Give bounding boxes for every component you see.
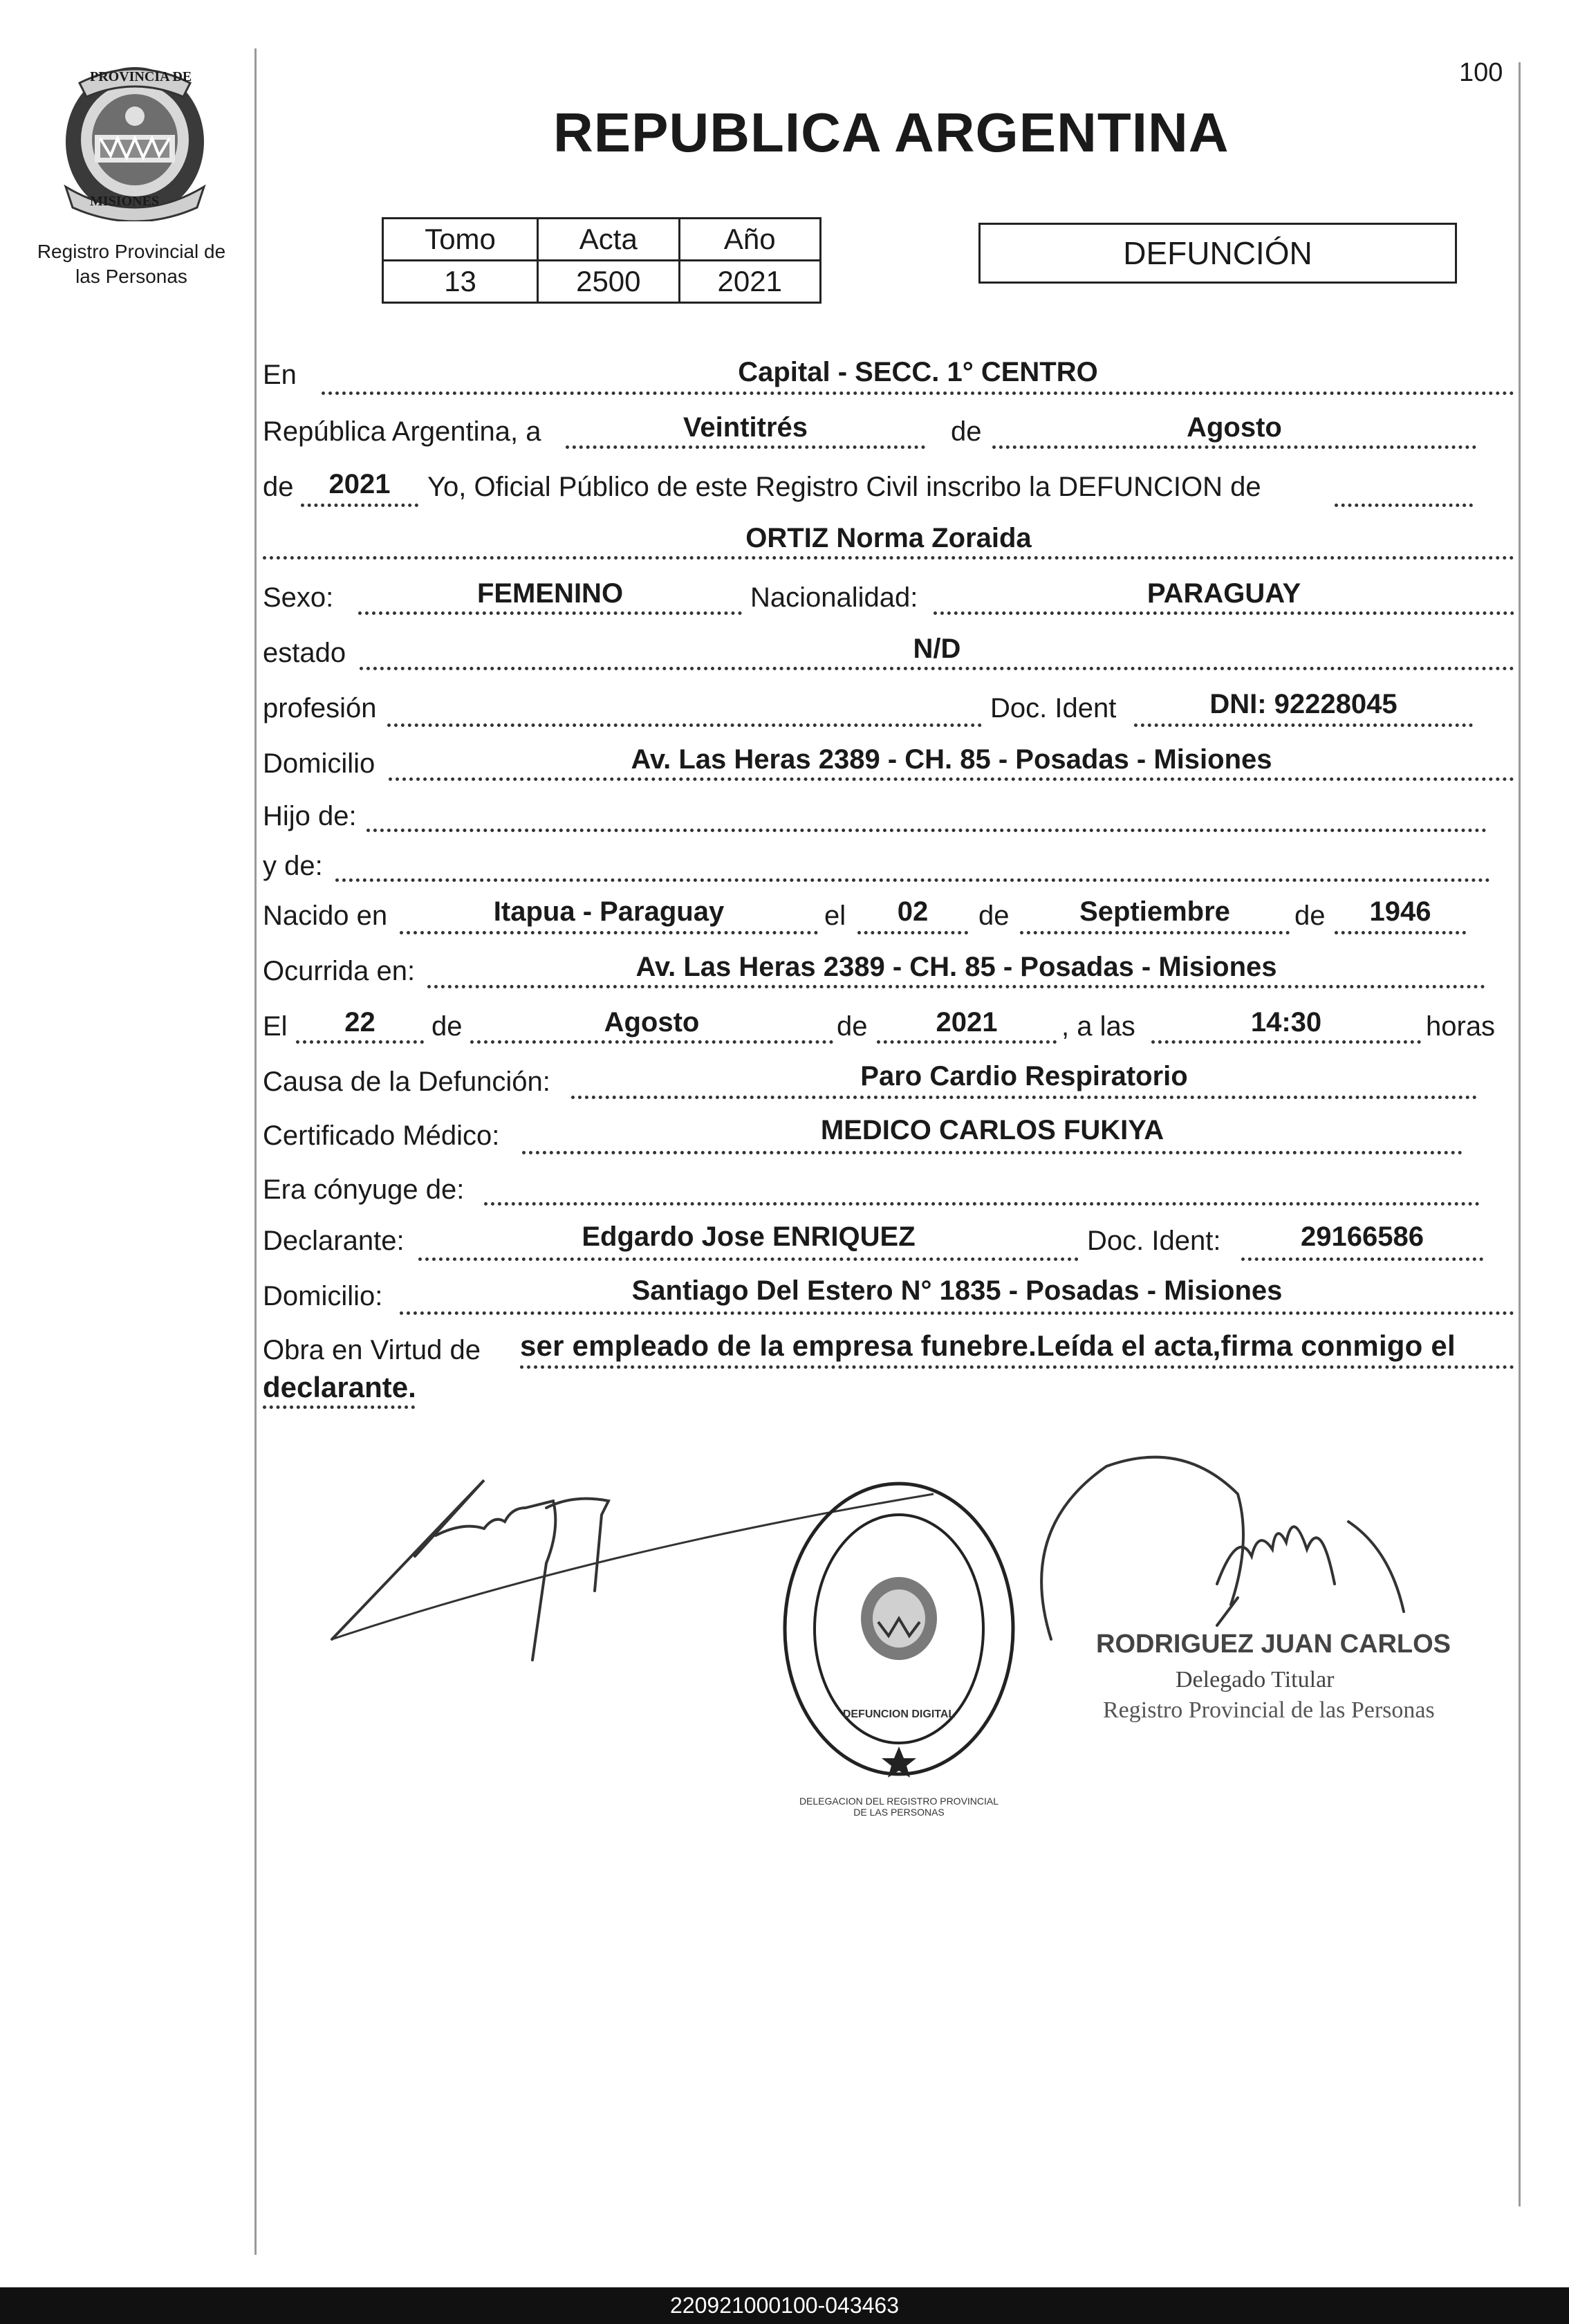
- footer-barcode-strip: [0, 2287, 1569, 2324]
- dots-declarante-doc: [1241, 1257, 1483, 1261]
- field-ocurrida-en: Av. Las Heras 2389 - CH. 85 - Posadas - Misiones: [635, 952, 1277, 982]
- officer-stamp-name: RODRIGUEZ JUAN CARLOS: [1096, 1630, 1451, 1659]
- field-sexo: FEMENINO: [476, 578, 624, 609]
- label-causa: Causa de la Defunción:: [263, 1067, 550, 1097]
- dots-obra-2: [263, 1405, 415, 1409]
- dots-lugar: [322, 391, 1514, 395]
- label-a-las: , a las: [1061, 1011, 1135, 1042]
- field-nac-dia: 02: [897, 896, 929, 927]
- dots-obra-1: [520, 1365, 1514, 1369]
- field-nacido-en: Itapua - Paraguay: [493, 896, 725, 927]
- field-mes: Agosto: [1187, 412, 1282, 443]
- dots-profesion: [387, 723, 982, 727]
- dots-def-mes: [470, 1040, 833, 1044]
- label-el-cap: El: [263, 1011, 288, 1042]
- header-tomo: Tomo: [383, 219, 538, 261]
- label-horas: horas: [1426, 1011, 1496, 1042]
- seal-outer-text: DELEGACION DEL REGISTRO PROVINCIAL DE LAS PERSONAS: [799, 1796, 999, 1818]
- label-republica: República Argentina, a: [263, 416, 541, 447]
- dots-certificado: [522, 1151, 1463, 1154]
- value-tomo: 13: [383, 261, 538, 303]
- label-de-4: de: [1294, 901, 1326, 931]
- record-type-box: [978, 223, 1457, 284]
- dots-dia: [566, 445, 925, 449]
- label-hijo-de: Hijo de:: [263, 801, 357, 831]
- seal-inner-text: DEFUNCION DIGITAL: [842, 1708, 956, 1720]
- officer-stamp-role: Delegado Titular: [1176, 1667, 1335, 1693]
- label-profesion: profesión: [263, 693, 377, 723]
- right-border-line: [1519, 62, 1521, 2206]
- left-border-line: [254, 48, 257, 2255]
- label-de-6: de: [837, 1011, 868, 1042]
- label-certificado: Certificado Médico:: [263, 1120, 500, 1151]
- dots-causa: [571, 1096, 1477, 1099]
- header-acta: Acta: [538, 219, 679, 261]
- official-seal: [774, 1473, 1023, 1784]
- officer-stamp-office: Registro Provincial de las Personas: [1103, 1697, 1435, 1723]
- dots-def-anio: [877, 1040, 1057, 1044]
- record-type: DEFUNCIÓN: [1123, 235, 1312, 271]
- page-number: 100: [1459, 58, 1503, 87]
- value-anio: 2021: [679, 261, 820, 303]
- field-def-anio: 2021: [936, 1007, 998, 1038]
- dots-ocurrida-en: [427, 985, 1485, 988]
- label-declarante: Declarante:: [263, 1226, 405, 1256]
- footer-barcode-text: 220921000100-043463: [670, 2293, 899, 2318]
- dots-nac-dia: [857, 931, 968, 934]
- dots-nac-mes: [1020, 931, 1290, 934]
- label-yo-oficial: Yo, Oficial Público de este Registro Civil inscribo la DEFUNCION de: [427, 472, 1261, 502]
- dots-anio: [301, 504, 418, 507]
- field-def-mes: Agosto: [604, 1007, 700, 1038]
- field-def-dia: 22: [344, 1007, 375, 1038]
- label-el: el: [824, 901, 846, 931]
- label-y-de: y de:: [263, 851, 323, 881]
- label-domicilio: Domicilio: [263, 748, 375, 779]
- dots-sexo: [358, 611, 742, 615]
- field-obra-line2: declarante.: [263, 1371, 416, 1403]
- dots-nacido-en: [400, 931, 818, 934]
- dots-def-hora: [1151, 1040, 1421, 1044]
- label-de-1: de: [951, 416, 982, 447]
- header-anio: Año: [679, 219, 820, 261]
- dots-nac-anio: [1335, 931, 1466, 934]
- field-declarante: Edgardo Jose ENRIQUEZ: [582, 1221, 916, 1252]
- label-ocurrida-en: Ocurrida en:: [263, 956, 416, 986]
- label-de-2: de: [263, 472, 294, 502]
- dots-declarante-domicilio: [400, 1311, 1514, 1315]
- label-domicilio-colon: Domicilio:: [263, 1281, 383, 1311]
- crest-bottom-text: MISIONES: [90, 194, 160, 209]
- label-conyuge: Era cónyuge de:: [263, 1174, 465, 1205]
- dots-estado: [360, 667, 1514, 670]
- field-doc-ident: DNI: 92228045: [1209, 689, 1398, 719]
- field-nacionalidad: PARAGUAY: [1146, 578, 1301, 609]
- dots-yo-end: [1335, 504, 1473, 507]
- dots-declarante: [418, 1257, 1079, 1261]
- label-nacido-en: Nacido en: [263, 901, 388, 931]
- label-de-3: de: [978, 901, 1010, 931]
- field-certificado: MEDICO CARLOS FUKIYA: [820, 1115, 1164, 1145]
- dots-def-dia: [296, 1040, 424, 1044]
- dots-mes: [992, 445, 1476, 449]
- record-table: [382, 217, 821, 304]
- label-sexo: Sexo:: [263, 582, 334, 613]
- field-domicilio: Av. Las Heras 2389 - CH. 85 - Posadas - Misiones: [631, 744, 1272, 775]
- dots-conyuge: [484, 1202, 1480, 1206]
- label-en: En: [263, 360, 297, 390]
- field-declarante-doc: 29166586: [1301, 1221, 1424, 1252]
- document-title: REPUBLICA ARGENTINA: [553, 102, 1229, 163]
- dots-nombre: [263, 556, 1514, 560]
- officer-signature: [1030, 1446, 1459, 1653]
- registry-caption: Registro Provincial de las Personas: [37, 241, 226, 287]
- value-acta: 2500: [538, 261, 679, 303]
- dots-nacionalidad: [934, 611, 1514, 615]
- field-obra-line1: ser empleado de la empresa funebre.Leída el acta,firma conmigo el: [520, 1329, 1456, 1362]
- field-nac-anio: 1946: [1369, 896, 1431, 927]
- field-nac-mes: Septiembre: [1079, 896, 1230, 927]
- label-estado: estado: [263, 638, 346, 668]
- dots-doc: [1134, 723, 1473, 727]
- label-doc-ident-colon: Doc. Ident:: [1087, 1226, 1221, 1256]
- dots-hijo-de: [366, 829, 1487, 832]
- field-def-hora: 14:30: [1250, 1007, 1322, 1038]
- crest-top-text: PROVINCIA DE: [90, 69, 192, 84]
- label-doc-ident: Doc. Ident: [990, 693, 1117, 723]
- field-causa: Paro Cardio Respiratorio: [860, 1061, 1188, 1091]
- field-anio: 2021: [328, 469, 391, 499]
- label-de-5: de: [431, 1011, 463, 1042]
- field-estado: N/D: [913, 634, 961, 664]
- field-declarante-domicilio: Santiago Del Estero N° 1835 - Posadas - Misiones: [631, 1275, 1283, 1306]
- label-nacionalidad: Nacionalidad:: [750, 582, 918, 613]
- dots-y-de: [335, 878, 1490, 882]
- label-obra: Obra en Virtud de: [263, 1335, 481, 1365]
- field-dia-texto: Veintitrés: [683, 412, 808, 443]
- field-lugar: Capital - SECC. 1° CENTRO: [738, 357, 1098, 387]
- dots-domicilio: [389, 777, 1514, 781]
- field-nombre: ORTIZ Norma Zoraida: [745, 523, 1032, 553]
